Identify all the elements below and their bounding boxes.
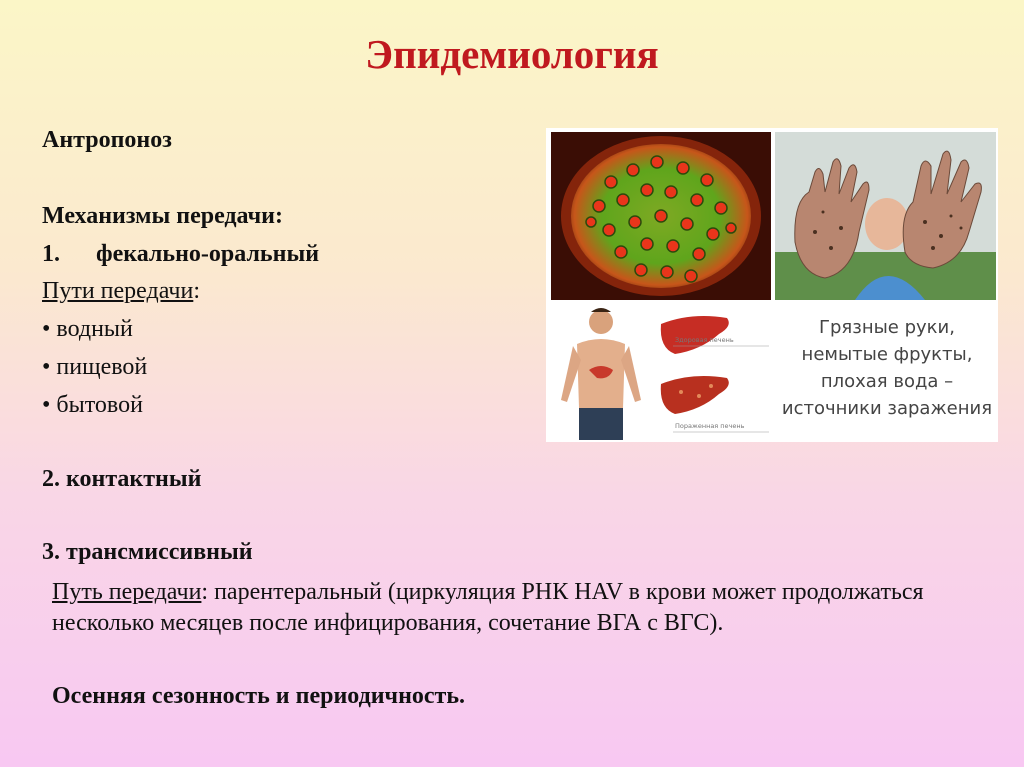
mechanism-1-number: 1. xyxy=(42,241,60,267)
route-label: Путь передачи xyxy=(52,579,202,605)
mechanism-2: 2. контактный xyxy=(42,466,202,492)
route-text: : парентеральный (циркуляция РНК HAV в крови может продолжаться несколько месяцев после инфицирования, сочетание ВГА с ВГС). xyxy=(52,579,924,636)
caption-line-2: немытые фрукты, xyxy=(801,344,973,365)
mechanisms-heading: Механизмы передачи: xyxy=(42,203,283,229)
dirty-hands-image xyxy=(775,132,996,300)
parenteral-route-paragraph xyxy=(52,577,952,639)
route-item-water: • водный xyxy=(42,316,133,342)
routes-colon: : xyxy=(193,278,200,304)
caption-line-1: Грязные руки, xyxy=(819,317,955,338)
affected-liver-label: Пораженная печень xyxy=(675,422,745,430)
caption-line-4: источники заражения xyxy=(781,398,993,419)
slide-title: Эпидемиология xyxy=(365,31,659,77)
healthy-liver-label: Здоровая печень xyxy=(675,336,734,344)
liver-anatomy-image xyxy=(551,304,776,440)
mechanism-3: 3. трансмиссивный xyxy=(42,539,253,565)
zoonosis-type: Антропоноз xyxy=(42,127,172,153)
seasonality-note: Осенняя сезонность и периодичность. xyxy=(52,683,466,709)
virus-micrograph-image xyxy=(551,132,771,300)
caption-line-3: плохая вода – xyxy=(820,371,954,392)
illustration-collage xyxy=(546,128,998,442)
route-item-food: • пищевой xyxy=(42,354,148,380)
route-item-household: • бытовой xyxy=(42,392,143,418)
mechanism-1-name: фекально-оральный xyxy=(96,241,320,267)
routes-label: Пути передачи xyxy=(42,278,194,304)
infection-sources-caption xyxy=(778,304,996,440)
routes-label-line xyxy=(42,278,200,305)
